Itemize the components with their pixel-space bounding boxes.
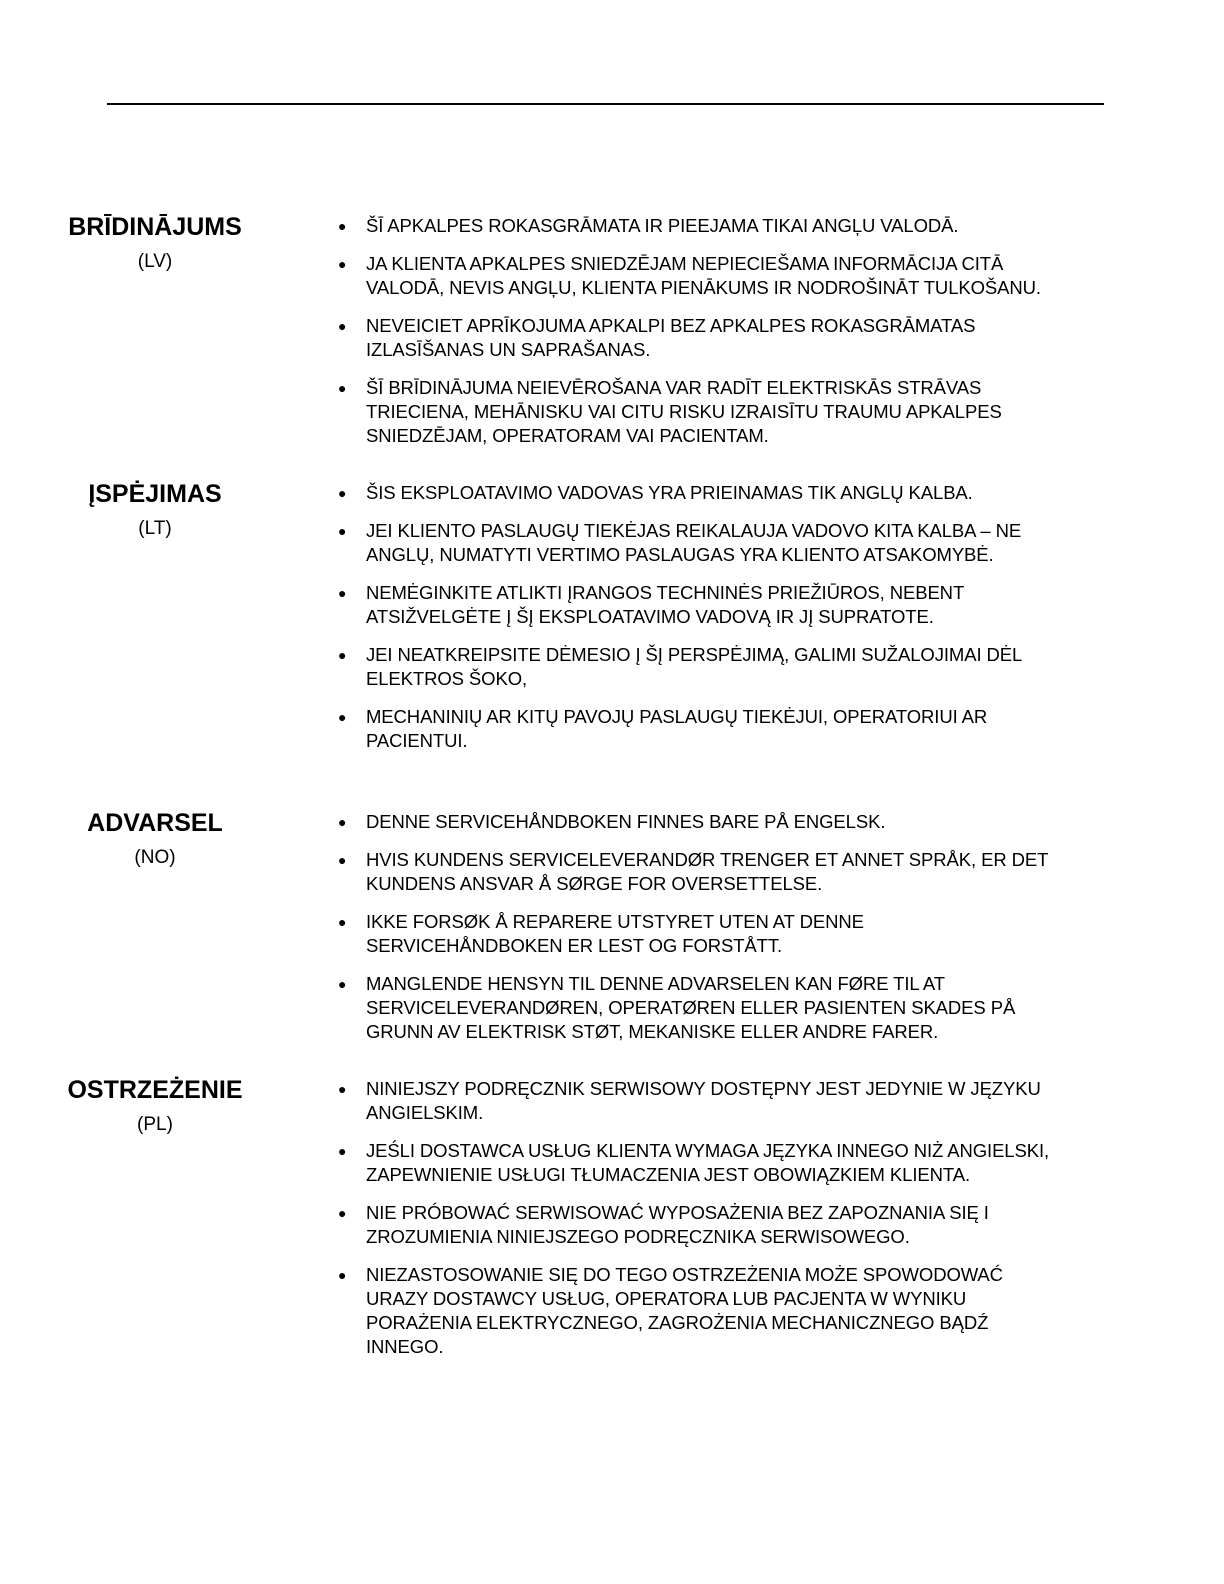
bullet-icon: ●: [338, 1267, 347, 1283]
bullet-icon: ●: [338, 380, 347, 396]
list-item: ● NIE PRÓBOWAĆ SERWISOWAĆ WYPOSAŻENIA BEZ ZAPOZNANIA SIĘ I ZROZUMIENIA NINIEJSZEGO PODRĘCZNIKA SERWISOWEGO.: [338, 1202, 989, 1247]
bullet-list: [336, 481, 1056, 767]
bullet-icon: ●: [338, 585, 347, 601]
bullet-icon: ●: [338, 852, 347, 868]
list-item: ● JEŚLI DOSTAWCA USŁUG KLIENTA WYMAGA JĘZYKA INNEGO NIŻ ANGIELSKI, ZAPEWNIENIE USŁUGI TŁUMACZENIA JEST OBOWIĄZKIEM KLIENTA.: [338, 1140, 1050, 1185]
bullet-icon: ●: [338, 318, 347, 334]
language-code: (PL): [137, 1114, 173, 1135]
section-heading: ĮSPĖJIMAS: [88, 480, 222, 508]
bullet-icon: ●: [338, 218, 347, 234]
bullet-icon: ●: [338, 485, 347, 501]
bullet-icon: ●: [338, 1205, 347, 1221]
language-code: (LT): [138, 518, 172, 539]
list-item: ● NIEZASTOSOWANIE SIĘ DO TEGO OSTRZEŻENIA MOŻE SPOWODOWAĆ URAZY DOSTAWCY USŁUG, OPERATORA LUB PACJENTA W WYNIKU PORAŻENIA ELEKTRYCZNEGO, ZAGROŻENIA MECHANICZNEGO BĄDŹ INNEGO.: [338, 1264, 1003, 1357]
bullet-list: [336, 810, 1056, 1058]
language-code: (NO): [134, 847, 176, 868]
list-item: ● NEMĖGINKITE ATLIKTI ĮRANGOS TECHNINĖS PRIEŽIŪROS, NEBENT ATSIŽVELGĖTE Į ŠĮ EKSPLOATAVIMO VADOVĄ IR JĮ SUPRATOTE.: [338, 582, 964, 627]
bullet-icon: ●: [338, 647, 347, 663]
bullet-list: [336, 214, 1056, 462]
list-item: ● NEVEICIET APRĪKOJUMA APKALPI BEZ APKALPES ROKASGRĀMATAS IZLASĪŠANAS UN SAPRAŠANAS.: [338, 315, 976, 360]
list-item: ● MANGLENDE HENSYN TIL DENNE ADVARSELEN KAN FØRE TIL AT SERVICELEVERANDØREN, OPERATØREN ELLER PASIENTEN SKADES PÅ GRUNN AV ELEKTRISK STØT, MEKANISKE ELLER ANDRE FARER.: [338, 973, 1016, 1042]
section-heading: ADVARSEL: [87, 809, 223, 837]
list-item: ● ŠĪ APKALPES ROKASGRĀMATA IR PIEEJAMA TIKAI ANGĻU VALODĀ.: [338, 215, 959, 236]
bullet-icon: ●: [338, 1143, 347, 1159]
bullet-icon: ●: [338, 1081, 347, 1097]
bullet-icon: ●: [338, 814, 347, 830]
bullet-icon: ●: [338, 523, 347, 539]
bullet-icon: ●: [338, 914, 347, 930]
top-horizontal-rule: [107, 103, 1104, 105]
list-item: ● ŠIS EKSPLOATAVIMO VADOVAS YRA PRIEINAMAS TIK ANGLŲ KALBA.: [338, 482, 973, 503]
list-item: ● ŠĪ BRĪDINĀJUMA NEIEVĒROŠANA VAR RADĪT ELEKTRISKĀS STRĀVAS TRIECIENA, MEHĀNISKU VAI CITU RISKU IZRAISĪTU TRAUMU APKALPES SNIEDZĒJAM, OPERATORAM VAI PACIENTAM.: [338, 377, 1002, 446]
list-item: ● JEI KLIENTO PASLAUGŲ TIEKĖJAS REIKALAUJA VADOVO KITA KALBA – NE ANGLŲ, NUMATYTI VERTIMO PASLAUGAS YRA KLIENTO ATSAKOMYBĖ.: [338, 520, 1022, 565]
bullet-icon: ●: [338, 256, 347, 272]
list-item: ● NINIEJSZY PODRĘCZNIK SERWISOWY DOSTĘPNY JEST JEDYNIE W JĘZYKU ANGIELSKIM.: [338, 1078, 1041, 1123]
bullet-icon: ●: [338, 709, 347, 725]
list-item: ● JEI NEATKREIPSITE DĖMESIO Į ŠĮ PERSPĖJIMĄ, GALIMI SUŽALOJIMAI DĖL ELEKTROS ŠOKO,: [338, 644, 1022, 689]
list-item: ● JA KLIENTA APKALPES SNIEDZĒJAM NEPIECIEŠAMA INFORMĀCIJA CITĀ VALODĀ, NEVIS ANGĻU, KLIENTA PIENĀKUMS IR NODROŠINĀT TULKOŠANU.: [338, 253, 1041, 298]
list-item: ● HVIS KUNDENS SERVICELEVERANDØR TRENGER ET ANNET SPRÅK, ER DET KUNDENS ANSVAR Å SØRGE FOR OVERSETTELSE.: [338, 849, 1049, 894]
bullet-icon: ●: [338, 976, 347, 992]
section-heading: OSTRZEŻENIE: [67, 1076, 243, 1104]
list-item: ● DENNE SERVICEHÅNDBOKEN FINNES BARE PÅ ENGELSK.: [338, 811, 886, 832]
section-heading: BRĪDINĀJUMS: [68, 213, 242, 241]
bullet-list: [336, 1077, 1056, 1373]
list-item: ● MECHANINIŲ AR KITŲ PAVOJŲ PASLAUGŲ TIEKĖJUI, OPERATORIUI AR PACIENTUI.: [338, 706, 988, 751]
list-item: ● IKKE FORSØK Å REPARERE UTSTYRET UTEN AT DENNE SERVICEHÅNDBOKEN ER LEST OG FORSTÅTT.: [338, 911, 864, 956]
language-code: (LV): [137, 251, 173, 272]
